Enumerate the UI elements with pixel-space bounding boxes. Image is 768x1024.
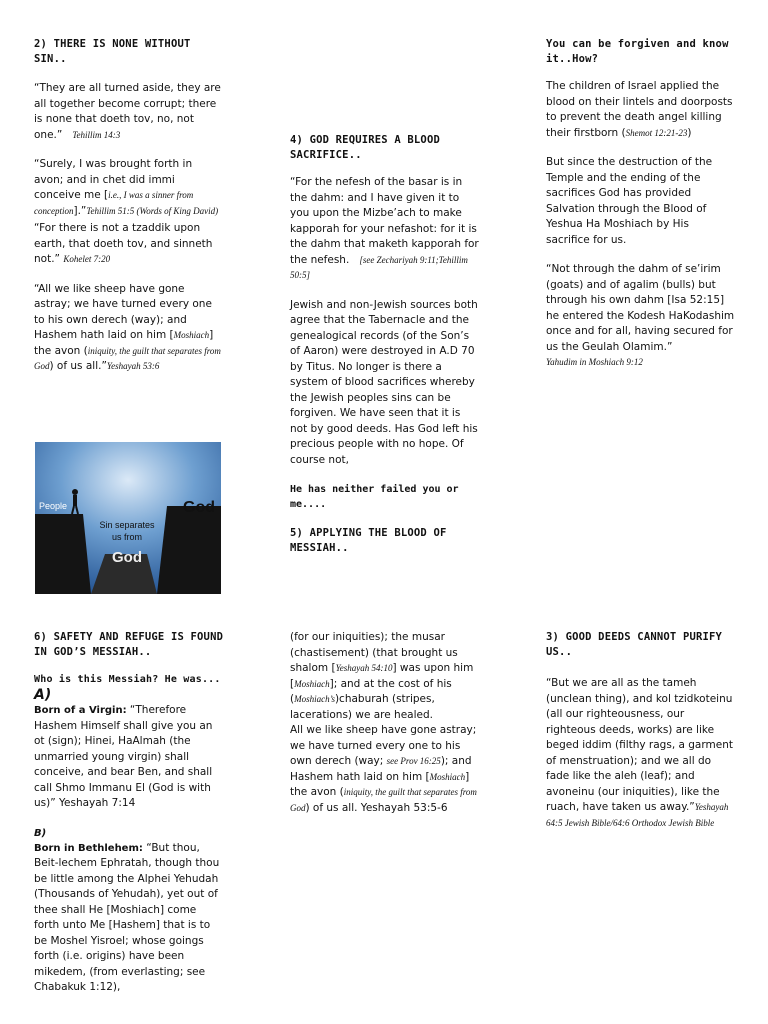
paragraph-children-of-israel: The children of Israel applied the blood on their lintels and doorposts to prevent the death angel killing their firstborn (Shemot 12:21-23) <box>546 80 733 139</box>
scripture-ref: Yeshayah 64:5 Jewish Bible/64:6 Orthodox Jewish Bible <box>546 802 729 828</box>
quote-yeshayah-53-6: “All we like sheep have gone astray; we have turned every one to his own derech (way); and Hashem hath laid on him [Moshiach] the avon (iniquity, the guilt that separates from God) of us all.”Yeshayah 53:6 <box>34 282 221 372</box>
scripture-ref: [see Zechariyah 9:11;Tehillim 50:5] <box>290 254 468 280</box>
scripture-ref: Yahudim in Moshiach 9:12 <box>546 357 643 367</box>
quote-leviticus: “For the nefesh of the basar is in the dahm: and I have given it to you upon the Mizbe’ach to make kapporah for your nefashot: for it is the dahm that maketh kapporah for the nefesh. [see Zechariyah 9:11;Tehillim 50:5] <box>290 176 479 280</box>
scripture-ref: Kohelet 7:20 <box>63 254 111 264</box>
section-none-without-sin <box>34 37 224 389</box>
sin-separates-illustration <box>35 442 221 594</box>
center-label-2: us from <box>111 532 143 542</box>
bold-statement: He has neither failed you or me.... <box>290 484 459 510</box>
item-label-b: B) <box>34 827 47 839</box>
paragraph-temple-destroyed: Jewish and non-Jewish sources both agree that the Tabernacle and the genealogical records (of the Son’s of Aaron) were destroyed in A.D 70 by Titus. No longer is there a system of blood sacrifices whereby the Jewish peoples sins can be forgiven. We have seen that it is not by good deeds. Has God left his precious people with no hope. Of course not, <box>290 298 478 466</box>
section-blood-sacrifice <box>290 133 480 570</box>
people-label: People <box>39 501 68 511</box>
quote-kohelet: “For there is not a tzaddik upon earth, that doeth tov, and sinneth not.” Kohelet 7:20 <box>34 222 213 265</box>
subheading-who-is-messiah: Who is this Messiah? He was... <box>34 674 221 685</box>
quote-yahudim: “Not through the dahm of se’irim (goats) and of agalim (bulls) but through his own dahm [Isa 52:15] he entered the Kodesh HaKodashim once and for all, having secured for us the Geulah Olamim.” Yahudim in Moshiach 9:12 <box>546 263 735 367</box>
center-label-3: God <box>112 549 142 566</box>
section-iniquities-continued <box>290 630 480 830</box>
god-label: God <box>183 499 215 516</box>
quote-tehillim-14: “They are all turned aside, they are all together become corrupt; there is none that doeth tov, no, not one.” Tehillim 14:3 <box>34 82 221 141</box>
section-heading-applying-blood: 5) APPLYING THE BLOOD OF MESSIAH.. <box>290 527 447 554</box>
item-born-in-bethlehem: Born in Bethlehem: “But thou, Beit-lechem Ephratah, though thou be little among the Alphei Yehudah (Thousands of Yehudah), yet out of thee shall He [Moshiach] come forth unto Me [Hashem] that is to be Moshel Yisroel; whose goings forth (i.e. origins) have been mikedem, (from everlasting; see Chabakuk 1:12), <box>34 841 220 993</box>
center-label-1: Sin separates <box>99 520 155 530</box>
section-heading: 6) SAFETY AND REFUGE IS FOUND IN GOD’S MESSIAH.. <box>34 631 224 658</box>
quote-yeshayah-64: “But we are all as the tameh (unclean thing), and kol tzidkoteinu (all our righteousness, our righteous deeds, works) are like beged iddim (filthy rags, a garment of menstruation); and we all do fade like the aleh (leaf); and avoneinu (our iniquities), like the ruach, have taken us away.”Yeshayah 64:5 Jewish Bible/64:6 Orthodox Jewish Bible <box>546 677 733 828</box>
quote-tehillim-51: “Surely, I was brought forth in avon; and in chet did immi conceive me [i.e., I was a sinner from conception].”Tehillim 51:5 (Words of King David) <box>34 158 219 217</box>
section-safety-refuge <box>34 630 224 1010</box>
section-heading: 2) THERE IS NONE WITHOUT SIN.. <box>34 38 191 65</box>
scripture-ref: Shemot 12:21-23 <box>625 127 688 138</box>
item-born-of-virgin: Born of a Virgin: “Therefore Hashem Himself shall give you an ot (sign); Hinei, HaAlmah (the unmarried young virgin) shall conceive, and bear Ben, and shall call Shmo Immanu El (God is with us)” Yeshayah 7:14 <box>34 704 213 809</box>
scripture-ref: Tehillim 51:5 (Words of King David) <box>86 205 219 216</box>
item-label-a: A) <box>34 687 52 703</box>
section-heading: 4) GOD REQUIRES A BLOOD SACRIFICE.. <box>290 134 440 161</box>
section-heading: 3) GOOD DEEDS CANNOT PURIFY US.. <box>546 631 723 658</box>
section-good-deeds <box>546 630 736 845</box>
section-forgiven <box>546 37 736 385</box>
scripture-ref: Tehillim 14:3 <box>72 129 121 140</box>
quote-yeshayah-53-5-6: (for our iniquities); the musar (chastisement) (that brought us shalom [Yeshayah 54:10] was upon him [Moshiach]; and at the cost of his (Moshiach’s)chaburah (stripes, lacerations) we are healed. All we like sheep have gone astray; we have turned every one to his own derech (way; see Prov 16:25); and Hashem hath laid on him [Moshiach] the avon (iniquity, the guilt that separates from God) of us all. Yeshayah 53:5-6 <box>290 631 477 814</box>
section-heading: You can be forgiven and know it..How? <box>546 38 729 65</box>
paragraph-salvation: But since the destruction of the Temple and the ending of the sacrifices God has provided Salvation through the Blood of Yeshua Ha Moshiach by His sacrifice for us. <box>546 156 713 246</box>
chasm-illustration <box>35 442 221 594</box>
scripture-ref: Yeshayah 53:6 <box>106 361 160 371</box>
